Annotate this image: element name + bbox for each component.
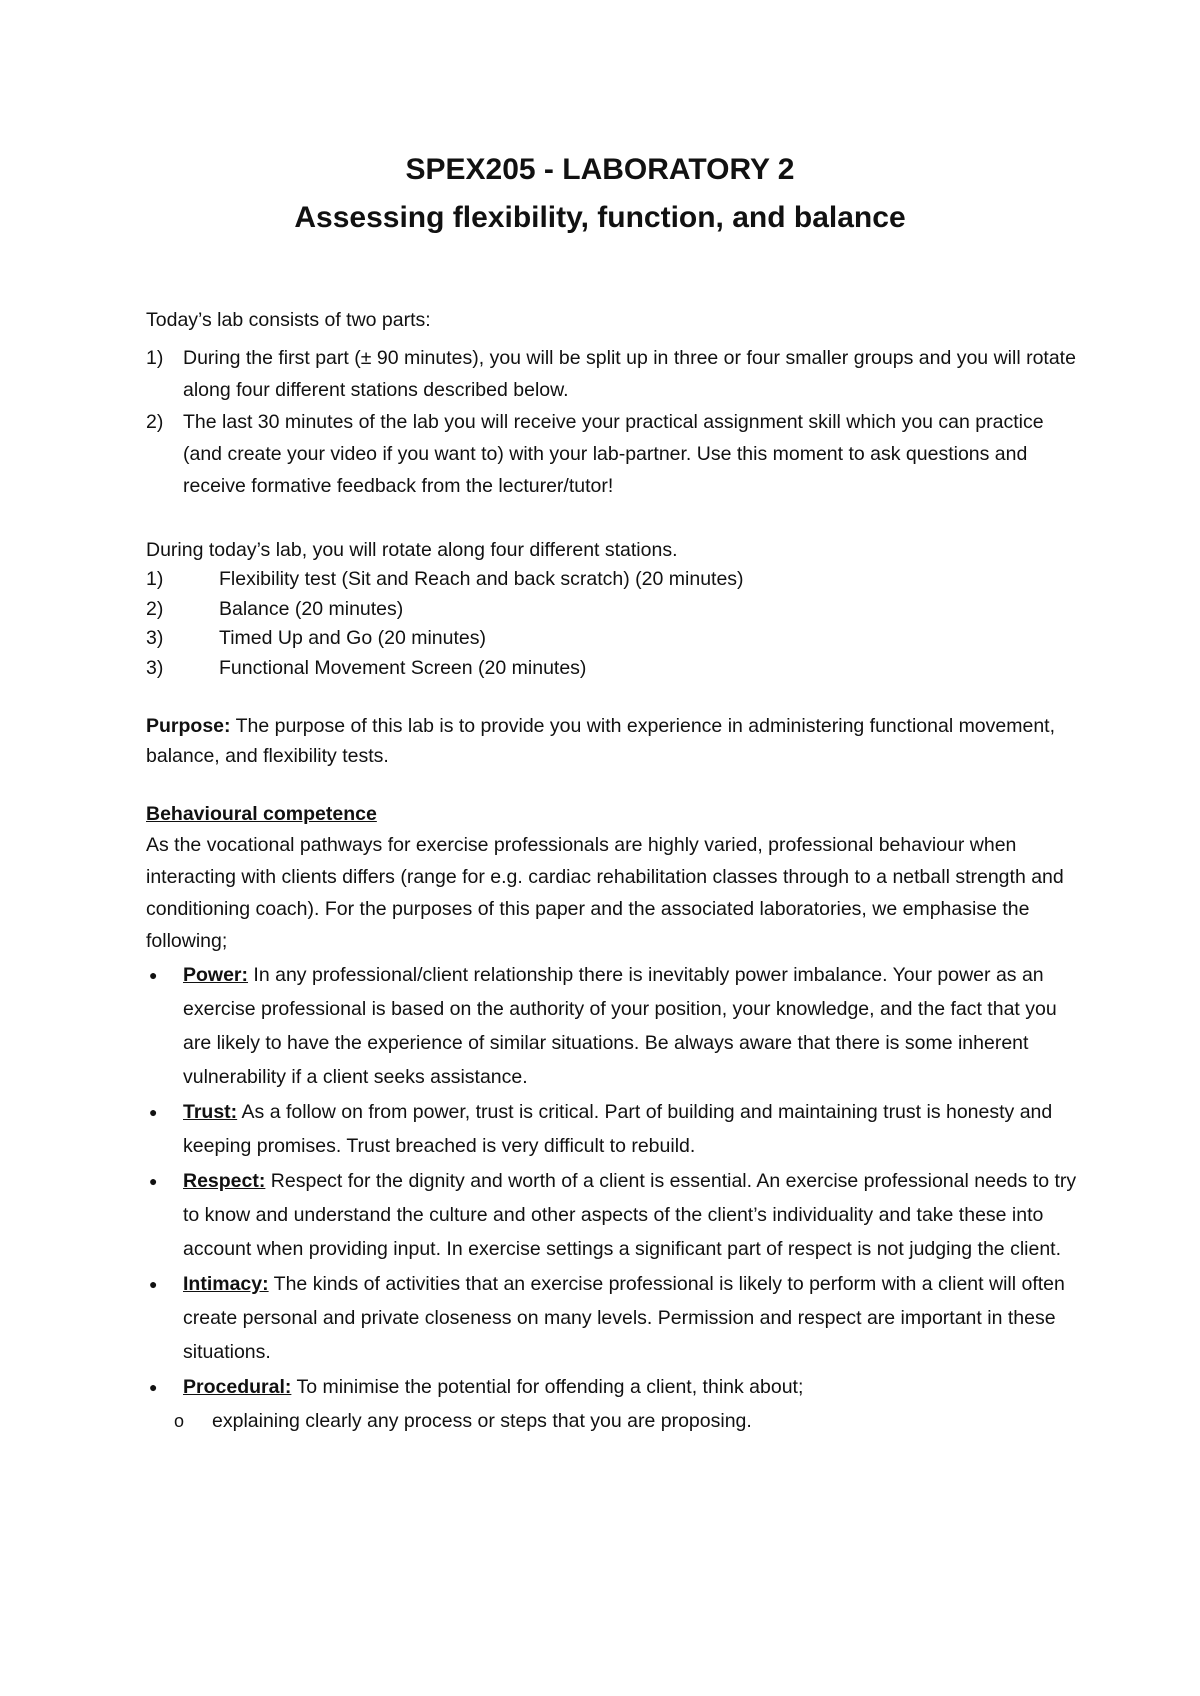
list-item	[146, 565, 1086, 595]
list-item	[146, 1404, 1086, 1438]
term-label: Power:	[183, 964, 249, 986]
term-label: Procedural:	[183, 1376, 292, 1398]
list-item-text: Balance (20 minutes)	[219, 597, 404, 620]
list-item-text: During the first part (± 90 minutes), you will be split up in three or four smaller groups and you will rotate along four different stations described below.	[183, 347, 1076, 401]
spacer	[146, 502, 1086, 536]
spacer	[146, 683, 1086, 711]
parts-list	[146, 342, 1086, 502]
term-label: Trust:	[183, 1101, 238, 1123]
list-item	[146, 1370, 1086, 1404]
section-heading: Behavioural competence	[146, 803, 377, 825]
list-item-text: explaining clearly any process or steps that you are proposing.	[212, 1410, 752, 1432]
list-item	[146, 595, 1086, 625]
bullet-icon: ●	[149, 1104, 158, 1120]
competence-list	[146, 958, 1086, 1404]
term-text: The kinds of activities that an exercise professional is likely to perform with a client will often create personal and private closeness on many levels. Permission and respect are important in these situations.	[183, 1273, 1065, 1363]
bullet-icon: ●	[149, 1379, 158, 1395]
list-item	[146, 1267, 1086, 1369]
stations-list	[146, 565, 1086, 683]
procedural-sub-list	[146, 1404, 1086, 1438]
list-item	[146, 1164, 1086, 1266]
term-text: As a follow on from power, trust is critical. Part of building and maintaining trust is honesty and keeping promises. Trust breached is very difficult to rebuild.	[183, 1101, 1053, 1157]
intro-lead: Today’s lab consists of two parts:	[146, 309, 431, 331]
bullet-icon: ●	[149, 967, 158, 983]
term-text: In any professional/client relationship there is inevitably power imbalance. Your power as an exercise professional is based on the authority of your position, your knowledge, and the fact that you are likely to have the experience of similar situations. Be always aware that there is some inherent vulnerability if a client seeks assistance.	[183, 964, 1057, 1088]
spacer	[146, 771, 1086, 799]
list-item	[146, 406, 1086, 502]
document-subtitle: Assessing flexibility, function, and balance	[294, 201, 906, 234]
list-item	[146, 342, 1086, 406]
document-title: SPEX205 - LABORATORY 2	[405, 153, 795, 186]
purpose-label: Purpose:	[146, 715, 231, 737]
list-item-text: Flexibility test (Sit and Reach and back scratch) (20 minutes)	[219, 568, 744, 590]
list-number: 2)	[146, 411, 164, 433]
title-block	[0, 146, 1200, 242]
term-text: To minimise the potential for offending a client, think about;	[291, 1376, 804, 1398]
bullet-icon: ●	[149, 1276, 158, 1292]
list-item	[146, 624, 1086, 654]
list-item-text: Functional Movement Screen (20 minutes)	[219, 656, 587, 679]
stations-lead: During today’s lab, you will rotate along four different stations.	[146, 539, 678, 561]
list-item	[146, 958, 1086, 1094]
term-text: Respect for the dignity and worth of a client is essential. An exercise professional needs to try to know and understand the culture and other aspects of the client’s individuality and take these into account when providing input. In exercise settings a significant part of respect is not judging the client.	[183, 1170, 1077, 1260]
list-number: 3)	[146, 656, 164, 679]
circle-bullet-icon: o	[174, 1411, 185, 1431]
purpose-text: The purpose of this lab is to provide you with experience in administering functional movement, balance, and flexibility tests.	[146, 715, 1056, 767]
list-number: 1)	[146, 347, 164, 369]
list-number: 1)	[146, 568, 164, 590]
list-item	[146, 1095, 1086, 1163]
term-label: Respect:	[183, 1170, 266, 1192]
term-label: Intimacy:	[183, 1273, 269, 1295]
list-item-text: The last 30 minutes of the lab you will receive your practical assignment skill which you can practice (and create your video if you want to) with your lab-partner. Use this moment to ask questions and receive formative feedback from the lecturer/tutor!	[183, 411, 1044, 497]
bullet-icon: ●	[149, 1173, 158, 1189]
purpose-paragraph	[146, 711, 1086, 771]
behavioural-intro: As the vocational pathways for exercise professionals are highly varied, professional behaviour when interacting with clients differs (range for e.g. cardiac rehabilitation classes through to a netball strength and conditioning coach). For the purposes of this paper and the associated laboratories, we emphasise the following;	[146, 834, 1064, 952]
document-body	[146, 304, 1086, 1438]
list-number: 3)	[146, 627, 164, 649]
list-item	[146, 654, 1086, 684]
list-number: 2)	[146, 597, 164, 620]
list-item-text: Timed Up and Go (20 minutes)	[219, 627, 486, 649]
